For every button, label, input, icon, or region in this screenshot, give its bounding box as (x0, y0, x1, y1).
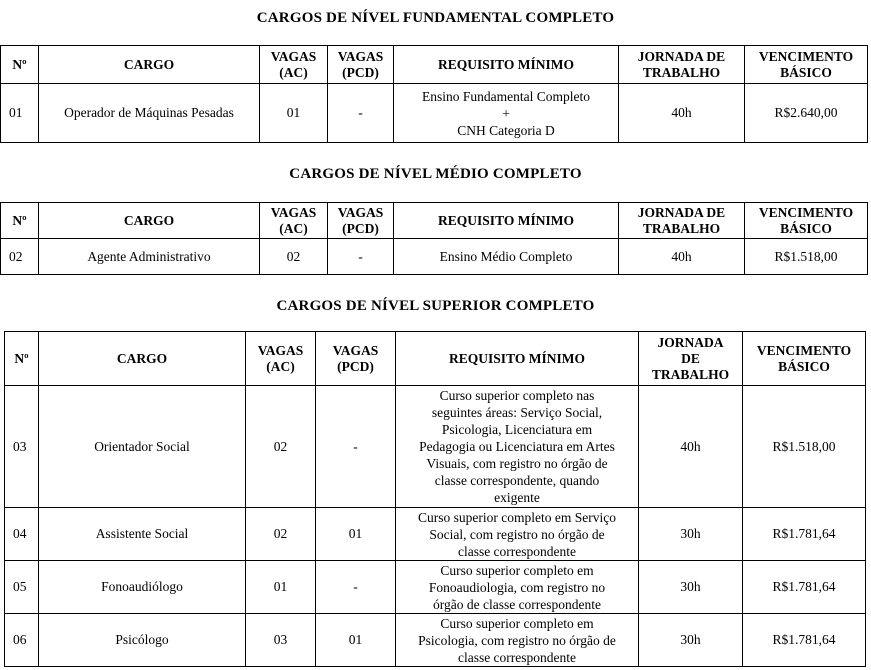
header-vencimento: VENCIMENTO BÁSICO (745, 203, 868, 239)
cell-vagas-pcd: - (316, 561, 396, 614)
cell-requisito: Ensino Fundamental Completo + CNH Categoria D (394, 84, 619, 143)
table-row (1, 84, 868, 143)
cell-num: 05 (5, 561, 39, 614)
cell-num: 03 (5, 386, 39, 508)
header-vencimento: VENCIMENTO BÁSICO (743, 332, 866, 386)
cell-vencimento: R$1.518,00 (743, 386, 866, 508)
cell-cargo: Assistente Social (39, 508, 246, 561)
cell-requisito: Curso superior completo nas seguintes áreas: Serviço Social, Psicologia, Licenciatura em Pedagogia ou Licenciatura em Artes Visuais, com registro no órgão de classe correspondente, quando exigente (396, 386, 639, 508)
cell-num: 01 (1, 84, 39, 143)
cell-vagas-ac: 02 (246, 386, 316, 508)
section-title-fundamental: CARGOS DE NÍVEL FUNDAMENTAL COMPLETO (256, 10, 615, 26)
cell-num: 04 (5, 508, 39, 561)
cell-cargo: Orientador Social (39, 386, 246, 508)
cell-vencimento: R$1.781,64 (743, 561, 866, 614)
cell-cargo: Psicólogo (39, 614, 246, 667)
cell-vagas-ac: 03 (246, 614, 316, 667)
cell-cargo: Fonoaudiólogo (39, 561, 246, 614)
section-title-medio: CARGOS DE NÍVEL MÉDIO COMPLETO (289, 166, 582, 182)
cell-num: 06 (5, 614, 39, 667)
header-vagas-ac: VAGAS (AC) (260, 46, 328, 84)
cell-vagas-ac: 02 (246, 508, 316, 561)
cell-vagas-pcd: - (328, 84, 394, 143)
header-requisito: REQUISITO MÍNIMO (394, 203, 619, 239)
header-num: Nº (1, 46, 39, 84)
header-vagas-ac: VAGAS (AC) (260, 203, 328, 239)
header-vagas-pcd: VAGAS (PCD) (328, 46, 394, 84)
cell-jornada: 40h (619, 239, 745, 275)
table-header-row (1, 46, 868, 84)
cell-vagas-ac: 01 (260, 84, 328, 143)
table-row (1, 239, 868, 275)
header-cargo: CARGO (39, 332, 246, 386)
cell-cargo: Agente Administrativo (39, 239, 260, 275)
cell-vagas-pcd: 01 (316, 508, 396, 561)
cell-requisito: Curso superior completo em Psicologia, com registro no órgão de classe correspondente (396, 614, 639, 667)
header-jornada: JORNADA DE TRABALHO (639, 332, 743, 386)
table-superior (4, 331, 866, 667)
header-jornada: JORNADA DE TRABALHO (619, 203, 745, 239)
section-title-superior: CARGOS DE NÍVEL SUPERIOR COMPLETO (276, 298, 595, 314)
header-requisito: REQUISITO MÍNIMO (394, 46, 619, 84)
table-header-row (5, 332, 866, 386)
cell-vagas-ac: 01 (246, 561, 316, 614)
cell-vencimento: R$2.640,00 (745, 84, 868, 143)
header-vencimento: VENCIMENTO BÁSICO (745, 46, 868, 84)
header-num: Nº (1, 203, 39, 239)
cell-jornada: 40h (639, 386, 743, 508)
table-row (5, 386, 866, 508)
cell-num: 02 (1, 239, 39, 275)
table-row (5, 508, 866, 561)
cell-requisito: Ensino Médio Completo (394, 239, 619, 275)
cell-vencimento: R$1.781,64 (743, 614, 866, 667)
cell-vencimento: R$1.518,00 (745, 239, 868, 275)
header-vagas-pcd: VAGAS (PCD) (328, 203, 394, 239)
cell-cargo: Operador de Máquinas Pesadas (39, 84, 260, 143)
cell-vagas-pcd: 01 (316, 614, 396, 667)
cell-vagas-ac: 02 (260, 239, 328, 275)
table-row (5, 614, 866, 667)
table-header-row (1, 203, 868, 239)
header-requisito: REQUISITO MÍNIMO (396, 332, 639, 386)
header-cargo: CARGO (39, 46, 260, 84)
cell-jornada: 30h (639, 614, 743, 667)
cell-requisito: Curso superior completo em Serviço Social, com registro no órgão de classe correspondente (396, 508, 639, 561)
table-fundamental (0, 45, 868, 143)
cell-vagas-pcd: - (316, 386, 396, 508)
table-row (5, 561, 866, 614)
cell-vencimento: R$1.781,64 (743, 508, 866, 561)
cell-vagas-pcd: - (328, 239, 394, 275)
cell-jornada: 30h (639, 561, 743, 614)
cell-jornada: 40h (619, 84, 745, 143)
cell-requisito: Curso superior completo em Fonoaudiologia, com registro no órgão de classe correspondente (396, 561, 639, 614)
table-medio (0, 202, 868, 275)
header-cargo: CARGO (39, 203, 260, 239)
header-vagas-ac: VAGAS (AC) (246, 332, 316, 386)
cell-jornada: 30h (639, 508, 743, 561)
header-num: Nº (5, 332, 39, 386)
header-jornada: JORNADA DE TRABALHO (619, 46, 745, 84)
header-vagas-pcd: VAGAS (PCD) (316, 332, 396, 386)
